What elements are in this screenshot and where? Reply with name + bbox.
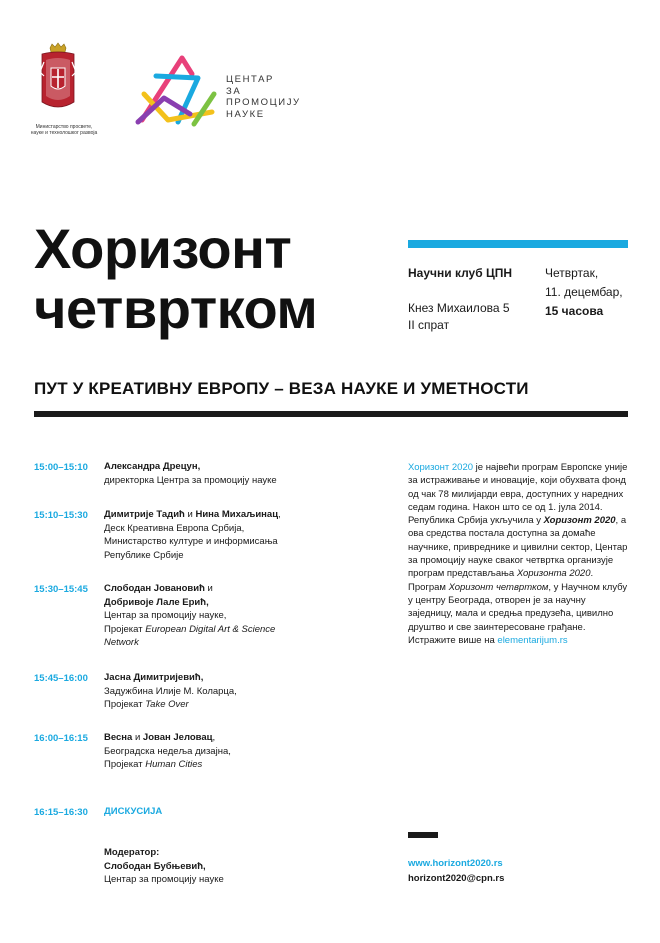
divider-bar-small: [408, 832, 438, 838]
speaker-name: Весна: [104, 732, 133, 743]
moderator-block: [104, 846, 304, 887]
speaker-role: Задужбина Илије М. Коларца,: [104, 685, 237, 697]
program-item: [104, 460, 304, 487]
accent-bar: [408, 240, 628, 248]
description-text: је највећи програм Европске уније за истраживање и иновације, који обухвата фонд од чак 78 милијарди евра, доступних у наредних седам година. Након што се од 1. јула 2014. Република Србија укључила у: [408, 462, 628, 527]
title-line-2: четвртком: [34, 277, 318, 340]
divider-bar: [34, 411, 628, 417]
project-prefix: Пројекат: [104, 623, 146, 635]
project-prefix: Пројекат: [104, 759, 146, 770]
cpn-triangle-logo-icon: [134, 54, 218, 130]
speaker-name: Добривоје Лале Ерић,: [104, 596, 209, 608]
program-time: 15:10–15:30: [34, 510, 88, 521]
speaker-joiner: и: [132, 732, 143, 743]
program-item: [104, 731, 304, 772]
moderator-org: Центар за промоцију науке: [104, 874, 224, 885]
venue-club: Научни клуб ЦПН: [408, 266, 513, 280]
project-name: European Digital Art & Science Network: [104, 623, 276, 648]
speaker-name: Нина Михаљинац: [195, 509, 279, 520]
program-item: [104, 508, 334, 562]
page-title: [34, 219, 317, 339]
elementarijum-link[interactable]: elementarijum.rs: [497, 634, 568, 646]
serbian-coat-of-arms-icon: [38, 42, 78, 114]
event-time: 15 часова: [545, 304, 604, 318]
discussion-label: ДИСКУСИЈА: [104, 806, 163, 817]
event-date: [545, 264, 623, 321]
program-item: [104, 671, 304, 712]
program-time: 16:15–16:30: [34, 807, 88, 818]
event-day: Четвртак,: [545, 266, 599, 280]
speaker-name: Александра Дрецун,: [104, 461, 201, 472]
program-time: 15:45–16:00: [34, 673, 88, 684]
description-emphasis: Хоризонт 2020: [543, 515, 616, 527]
event-date-value: 11. децембар,: [545, 285, 623, 299]
program-item: [104, 582, 304, 650]
description-text: , у Научном клубу у центру Београда, отворен је за научну заједницу, мала и средња предузећа, цивилно друштво и све заинтересоване грађане. Истражите више на: [408, 581, 628, 646]
description-text: , а ова средства постала доступна за домаће научнике, привреднике и цивилни сектор, Центар за промоцију науке сваког четвртка организује програм представљања: [408, 515, 628, 580]
moderator-label: Модератор:: [104, 847, 160, 858]
moderator-name: Слободан Бубњевић,: [104, 860, 206, 872]
speaker-suffix: ,: [278, 509, 281, 520]
speaker-name: Димитрије Тадић: [104, 509, 185, 520]
address-line-1: Кнез Михаилова 5: [408, 301, 510, 315]
website-link[interactable]: www.horizont2020.rs: [408, 858, 503, 869]
speaker-role: Београдска недеља дизајна,: [104, 745, 231, 757]
speaker-joiner: и: [204, 583, 213, 594]
speaker-role: Републике Србије: [104, 549, 184, 561]
cpn-logo-line: ЗА: [226, 85, 242, 97]
description-emphasis: Хоризонт четвртком: [448, 581, 549, 593]
program-item: [104, 805, 304, 819]
address-line-2: II спрат: [408, 318, 450, 332]
speaker-name: Слободан Јовановић: [104, 583, 205, 594]
description: [408, 461, 630, 647]
speaker-name: Јован Јеловац: [142, 732, 213, 743]
speaker-name: Јасна Димитријевић,: [104, 672, 204, 683]
project-prefix: Пројекат: [104, 699, 146, 710]
cpn-logo-line: НАУКЕ: [226, 108, 265, 120]
cpn-logo-text: [226, 74, 301, 120]
speaker-role: Министарство културе и информисања: [104, 536, 278, 547]
program-time: 16:00–16:15: [34, 733, 88, 744]
speaker-suffix: ,: [212, 732, 216, 743]
description-emphasis: Хоризонта 2020: [516, 568, 591, 580]
subtitle: ПУТ У КРЕАТИВНУ ЕВРОПУ – ВЕЗА НАУКЕ И УМЕТНОСТИ: [34, 379, 529, 398]
horizon-link-text: Хоризонт 2020: [408, 462, 474, 473]
email-link[interactable]: horizont2020@cpn.rs: [408, 873, 505, 884]
speaker-role: Деск Креативна Европа Србија,: [104, 522, 245, 534]
cpn-logo-line: ПРОМОЦИЈУ: [226, 97, 301, 108]
program-time: 15:30–15:45: [34, 584, 88, 595]
speaker-joiner: и: [184, 509, 196, 520]
project-name: Human Cities: [145, 759, 203, 770]
description-text: . Програм: [408, 568, 594, 593]
venue-address: [408, 300, 510, 334]
speaker-role: Центар за промоцију науке,: [104, 610, 227, 621]
cpn-logo-line: ЦЕНТАР: [226, 74, 274, 85]
program-time: 15:00–15:10: [34, 462, 88, 473]
title-line-1: Хоризонт: [34, 217, 292, 280]
speaker-role: директорка Центра за промоцију науке: [104, 474, 277, 486]
ministry-label: Министарство просвете, науке и технолошког развоја: [30, 124, 98, 136]
project-name: Take Over: [145, 699, 189, 710]
